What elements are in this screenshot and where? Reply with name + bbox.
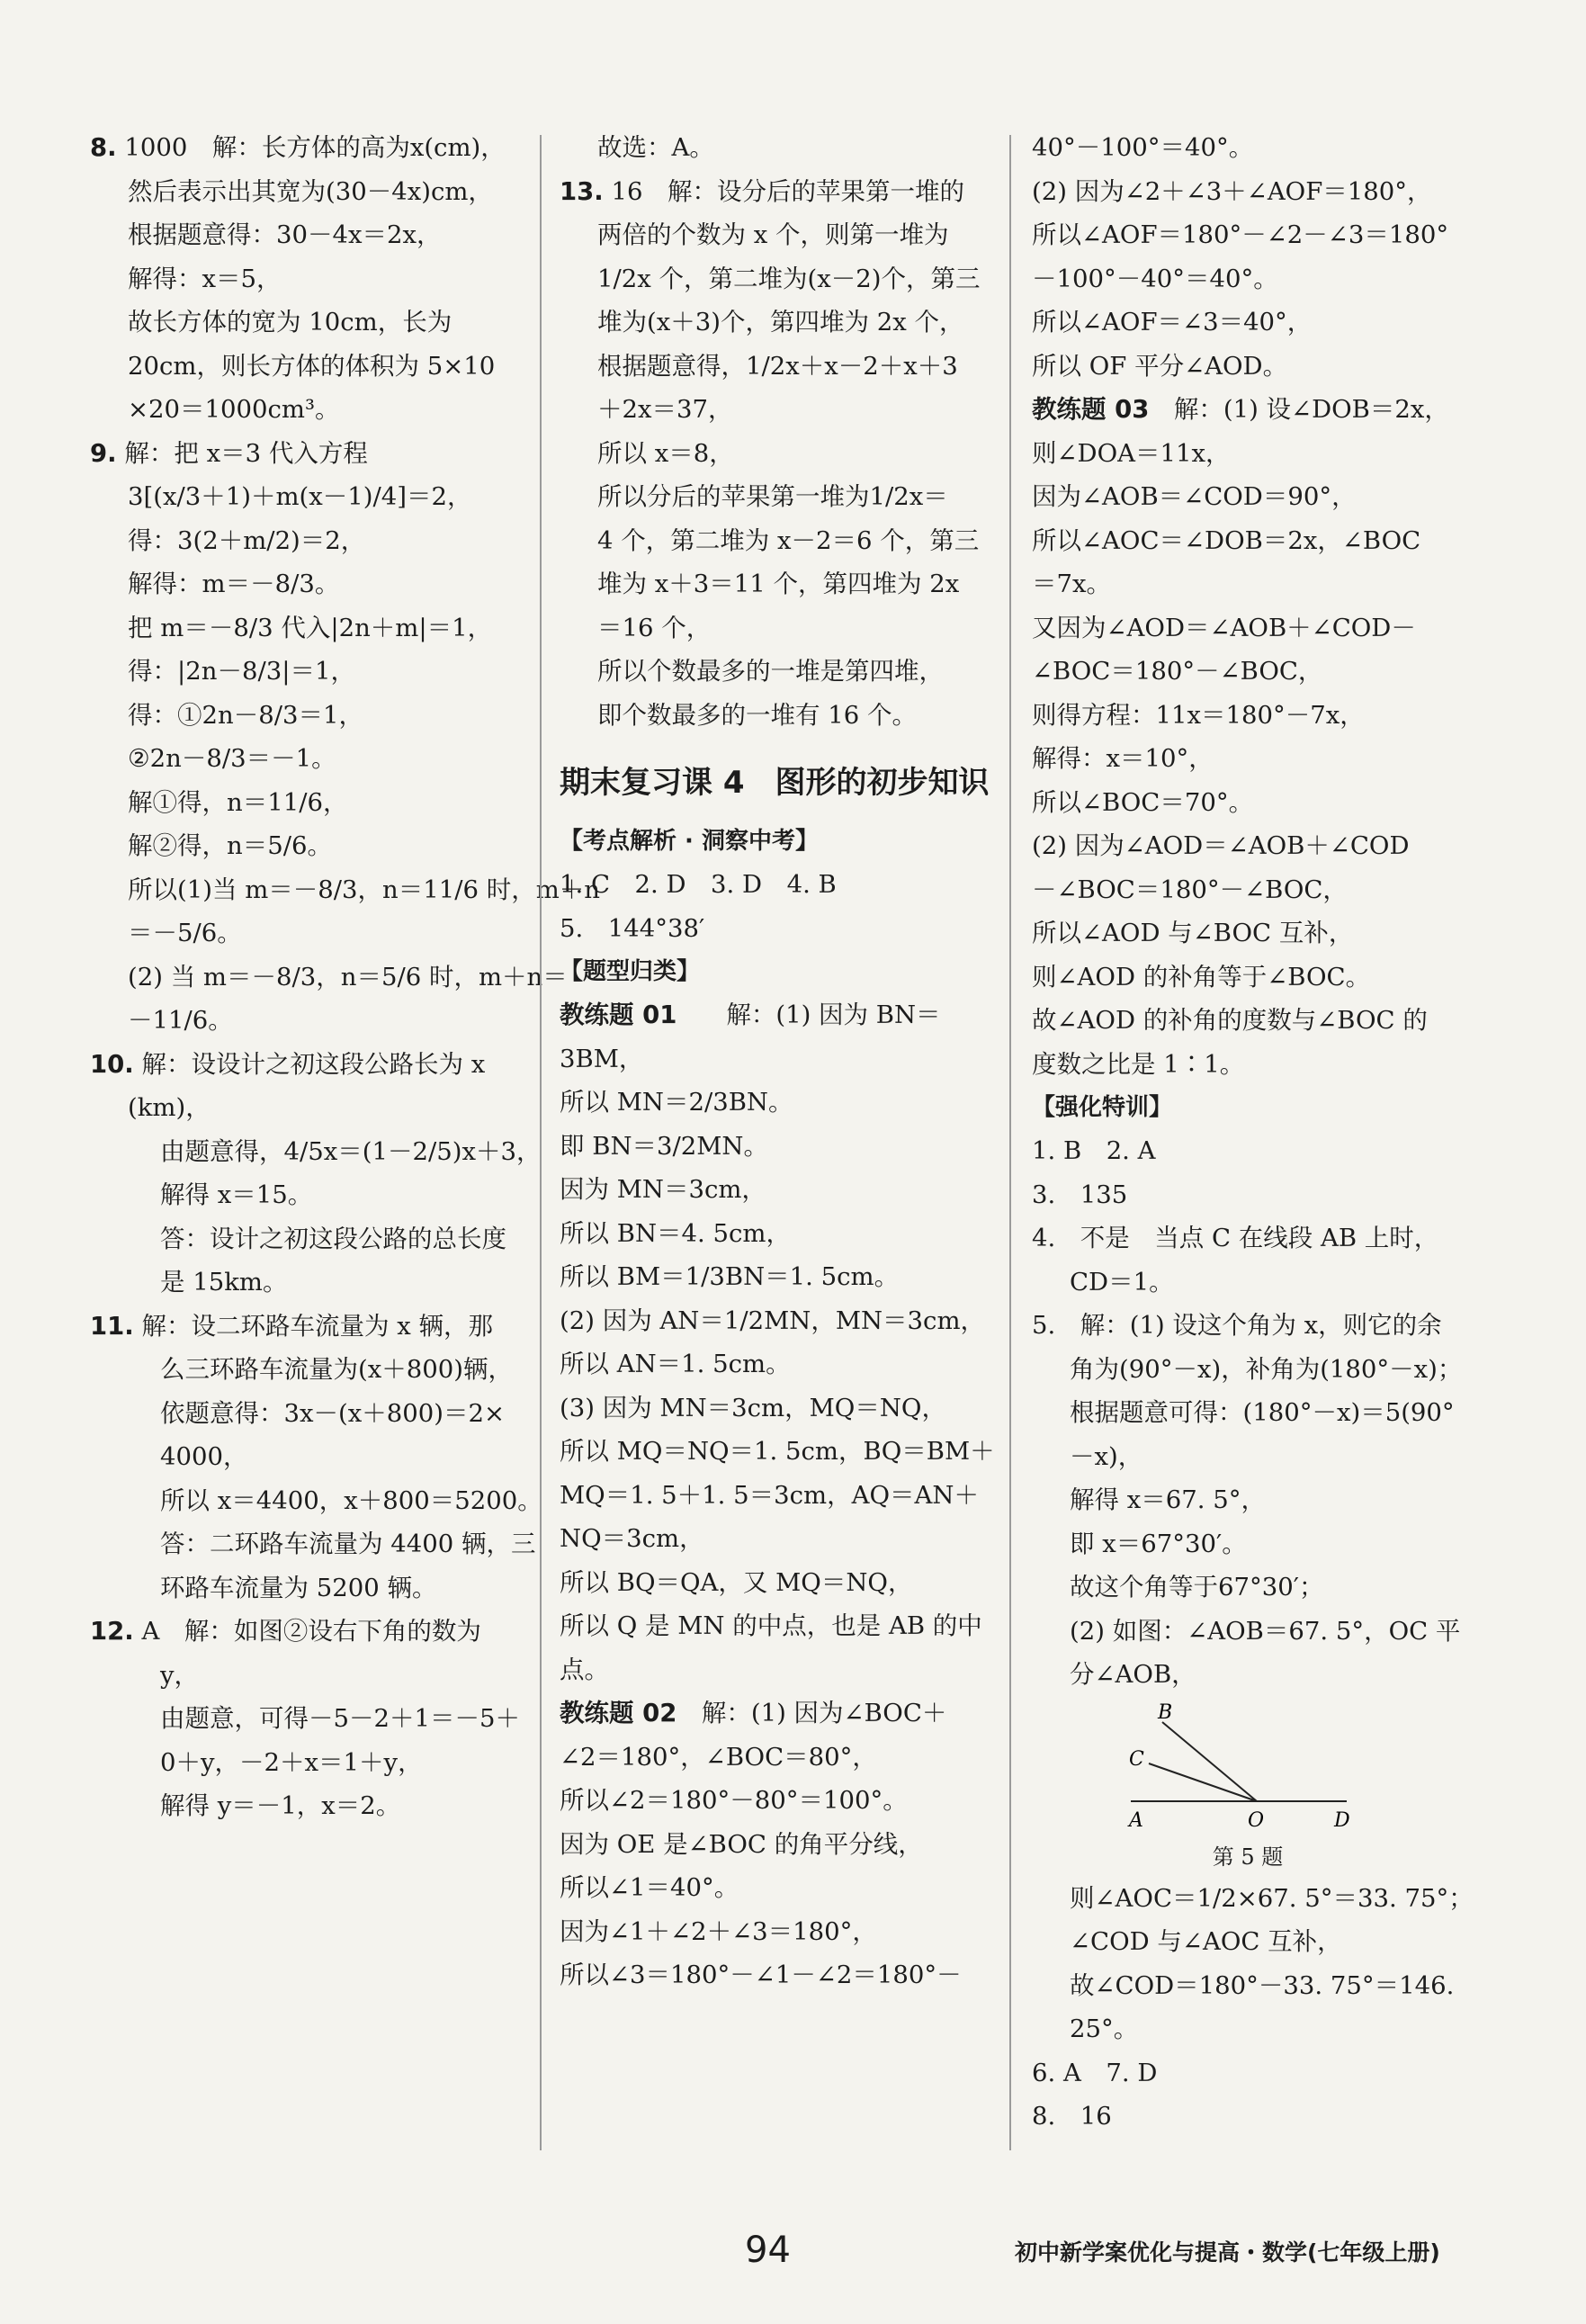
line-text: 5. 解：(1) 设这个角为 x，则它的余 (1032, 1311, 1442, 1340)
line-text: 即个数最多的一堆有 16 个。 (597, 700, 917, 730)
text-line (560, 257, 1000, 301)
line-text: 根据题意得，1/2x＋x－2＋x＋3 (597, 351, 958, 381)
text-line (560, 1517, 1000, 1561)
line-text: 所以 AN＝1. 5cm。 (560, 1350, 791, 1378)
line-text: 因为 OE 是∠BOC 的角平分线， (560, 1829, 923, 1859)
line-text: ∠BOC＝180°－∠BOC， (1032, 657, 1323, 686)
line-text: 所以∠AOF＝∠3＝40°， (1032, 308, 1313, 336)
line-text: ∠COD 与∠AOC 互补， (1070, 1927, 1342, 1956)
line-text: 故∠AOD 的补角的度数与∠BOC 的 (1032, 1006, 1428, 1035)
line-text: (km)， (128, 1093, 211, 1122)
line-text: 1/2x 个，第二堆为(x－2)个，第三 (597, 264, 981, 293)
line-text: 由题意，可得－5－2＋1＝－5＋ (160, 1704, 520, 1733)
text-line (560, 606, 1000, 651)
text-line (1032, 650, 1482, 694)
label-o: O (1248, 1808, 1265, 1832)
tag-tixing: 【题型归类】 (560, 958, 701, 985)
line-text: y， (160, 1660, 200, 1690)
text-line (1032, 345, 1482, 389)
line-text: 即 BN＝3/2MN。 (560, 1131, 768, 1161)
text-line (560, 1212, 1000, 1256)
text-line (90, 475, 513, 519)
line-text: ＋2x＝37， (597, 395, 733, 424)
text-line (90, 737, 513, 781)
text-line (560, 1125, 1000, 1169)
text-line (560, 1168, 1000, 1212)
text-line (1032, 1129, 1482, 1173)
text-line (1032, 1964, 1482, 2008)
text-line (560, 1779, 1000, 1823)
text-line (560, 650, 1000, 694)
problem-number: 9. (90, 438, 117, 468)
text-line (560, 1910, 1000, 1954)
text-line (560, 993, 1000, 1037)
line-text: 解得：x＝5， (128, 264, 282, 293)
line-text: 4 个，第二堆为 x－2＝6 个，第三 (597, 525, 980, 555)
ray-ob (1162, 1722, 1257, 1801)
text-line (1032, 388, 1482, 432)
line-text: (3) 因为 MN＝3cm，MQ＝NQ， (560, 1393, 946, 1422)
line-text: (2) 当 m＝－8/3，n＝5/6 时，m＋n＝ (128, 962, 568, 992)
column-divider-1 (540, 135, 542, 2150)
text-line (90, 388, 513, 432)
line-text: 解：设二环路车流量为 x 辆，那 (133, 1311, 493, 1341)
line-text: (2) 如图：∠AOB＝67. 5°，OC 平 (1070, 1616, 1461, 1646)
problem-number: 8. (90, 133, 117, 162)
line-text: ×20＝1000cm³。 (128, 395, 340, 424)
line-text: 根据题意得：30－4x＝2x， (128, 220, 442, 249)
line-text: 1. C 2. D 3. D 4. B (560, 870, 837, 899)
line-text: 解①得，n＝11/6， (128, 787, 348, 817)
line-text: 4000， (160, 1442, 248, 1471)
text-line (1032, 2095, 1482, 2139)
qianghua-answers (1032, 1129, 1482, 1697)
text-line (90, 1479, 542, 1523)
section-title: 期末复习课 4 图形的初步知识 (560, 765, 990, 801)
text-line (560, 1474, 1000, 1518)
line-text: 故这个角等于67°30′； (1070, 1573, 1324, 1602)
label-b: B (1158, 1701, 1173, 1724)
line-text: 分∠AOB， (1070, 1660, 1196, 1689)
label-a: A (1129, 1808, 1143, 1832)
text-line (560, 1255, 1000, 1299)
line-text: 把 m＝－8/3 代入|2n＋m|＝1， (128, 613, 493, 642)
line-text: 所以个数最多的一堆是第四堆， (597, 657, 944, 686)
text-line (90, 1261, 513, 1305)
line-text: 所以∠2＝180°－80°＝100°。 (560, 1786, 908, 1815)
text-line (1032, 257, 1482, 301)
text-line (90, 1392, 513, 1436)
column-right (1032, 126, 1482, 2139)
text-line (560, 1691, 1000, 1736)
line-text: 所以∠3＝180°－∠1－∠2＝180°－ (560, 1961, 962, 1989)
line-text: －∠BOC＝180°－∠BOC， (1032, 875, 1348, 904)
text-line (90, 257, 513, 301)
line-text: 3. 135 (1032, 1180, 1128, 1209)
text-line (1032, 1435, 1482, 1479)
line-text: －100°－40°＝40°。 (1032, 264, 1278, 293)
line-text: 解得 x＝15。 (160, 1180, 313, 1209)
line-text: 根据题意可得：(180°－x)＝5(90° (1070, 1398, 1455, 1427)
line-text: 解得 y＝－1，x＝2。 (160, 1791, 401, 1820)
text-line (90, 1043, 513, 1087)
text-line (560, 863, 1000, 907)
text-line (1032, 911, 1482, 956)
label-d: D (1334, 1808, 1350, 1832)
line-text: 0＋y，－2＋x＝1＋y， (160, 1747, 423, 1777)
text-line (90, 126, 513, 170)
line-text: 堆为 x＋3＝11 个，第四堆为 2x (597, 570, 960, 598)
text-line (1032, 781, 1482, 825)
line-text: 解得 x＝67. 5°， (1070, 1485, 1266, 1514)
line-text: 度数之比是 1∶1。 (1032, 1049, 1245, 1079)
line-text: 故∠COD＝180°－33. 75°＝146. (1070, 1970, 1455, 2000)
text-line (560, 1561, 1000, 1605)
line-text: 故选：A。 (597, 133, 714, 162)
text-line (560, 1386, 1000, 1431)
text-line (90, 1173, 513, 1217)
text-line (1032, 1610, 1482, 1654)
line-text: 所以 BQ＝QA，又 MQ＝NQ， (560, 1567, 913, 1597)
line-text: 所以 OF 平分∠AOD。 (1032, 351, 1288, 381)
text-line (1032, 868, 1482, 912)
text-line (560, 1081, 1000, 1125)
text-line (90, 1435, 513, 1479)
line-text: 得：3(2＋m/2)＝2， (128, 525, 366, 555)
line-text: ＝7x。 (1032, 570, 1112, 598)
text-line (90, 956, 568, 1000)
text-line (560, 1342, 1000, 1386)
line-text: 20cm，则长方体的体积为 5×10 (128, 351, 496, 381)
line-text: 所以∠AOF＝180°－∠2－∠3＝180° (1032, 220, 1449, 249)
text-line (90, 1086, 513, 1130)
line-text: 8. 16 (1032, 2102, 1112, 2131)
text-line (560, 1037, 1000, 1081)
text-line (1032, 694, 1482, 738)
text-line (1032, 956, 1482, 1000)
line-text: 因为 MN＝3cm， (560, 1175, 766, 1204)
label-c: C (1129, 1747, 1144, 1771)
line-text: 所以 x＝8， (597, 438, 734, 468)
text-line (560, 388, 1000, 432)
line-text: 3[(x/3＋1)＋m(x－1)/4]＝2， (128, 482, 472, 511)
text-line (1032, 475, 1482, 519)
text-line (560, 519, 1000, 563)
line-text: 所以∠AOD 与∠BOC 互补， (1032, 919, 1354, 947)
line-text: (2) 因为∠AOD＝∠AOB＋∠COD (1032, 831, 1410, 860)
text-line (1032, 1653, 1482, 1697)
text-line (560, 694, 1000, 738)
text-line (560, 213, 1000, 257)
line-text: CD＝1。 (1070, 1267, 1174, 1297)
line-text: 所以(1)当 m＝－8/3，n＝11/6 时，m＋n (128, 875, 601, 904)
line-text: 所以∠AOC＝∠DOB＝2x，∠BOC (1032, 525, 1421, 555)
line-text: 所以 BN＝4. 5cm， (560, 1218, 791, 1248)
line-text: 即 x＝67°30′。 (1070, 1529, 1247, 1558)
line-text: ＝－5/6。 (128, 919, 242, 947)
text-line (560, 1823, 1000, 1867)
exercise-label: 教练题 03 (1032, 395, 1150, 424)
line-text: 么三环路车流量为(x＋800)辆， (160, 1355, 513, 1384)
text-line (90, 1522, 536, 1566)
text-line (1032, 1920, 1482, 1964)
column-middle (560, 126, 1000, 1997)
line-text: 点。 (560, 1655, 609, 1684)
problem-number: 13. (560, 176, 604, 206)
column-divider-2 (1009, 135, 1011, 2150)
text-line (90, 432, 513, 476)
text-line (90, 1610, 513, 1654)
text-line (90, 301, 513, 345)
text-line (1032, 1043, 1482, 1087)
solutions-12-13 (560, 126, 1000, 737)
text-line (90, 1566, 513, 1611)
line-text: 解：设设计之初这段公路长为 x (133, 1049, 486, 1079)
text-line (90, 1654, 513, 1698)
figure-caption: 第 5 题 (1212, 1844, 1284, 1870)
text-line (1032, 126, 1482, 170)
text-line (1032, 519, 1482, 563)
text-line (90, 824, 513, 868)
line-text: 答：设计之初这段公路的总长度 (160, 1224, 506, 1253)
tag-kaodian: 【考点解析 · 洞察中考】 (560, 828, 819, 855)
line-text: 解②得，n＝5/6。 (128, 831, 332, 860)
line-text: 16 解：设分后的苹果第一堆的 (603, 176, 964, 206)
text-line (1032, 301, 1482, 345)
text-line (1032, 432, 1482, 476)
text-line (1032, 562, 1482, 606)
line-text: 则∠DOA＝11x， (1032, 438, 1231, 468)
line-text: 4. 不是 当点 C 在线段 AB 上时， (1032, 1224, 1439, 1252)
line-text: 依题意得：3x－(x＋800)＝2× (160, 1398, 505, 1428)
text-line (1032, 1478, 1482, 1522)
line-text: 环路车流量为 5200 辆。 (160, 1573, 437, 1602)
text-line (560, 907, 1000, 951)
text-line (1032, 1391, 1482, 1435)
line-text: 5. 144°38′ (560, 913, 705, 943)
line-text: 因为∠AOB＝∠COD＝90°， (1032, 482, 1357, 511)
line-text: 解得：x＝10°， (1032, 744, 1214, 773)
text-line (90, 1784, 513, 1828)
text-line (90, 213, 513, 257)
text-line (90, 606, 513, 651)
text-line (1032, 824, 1482, 868)
text-line (90, 1217, 513, 1261)
text-line (1032, 1216, 1482, 1261)
text-line (560, 1299, 1000, 1343)
text-line (560, 1953, 1000, 1997)
line-text: ∠2＝180°，∠BOC＝80°， (560, 1742, 877, 1772)
text-line (560, 1430, 1000, 1474)
line-text: 所以 x＝4400，x＋800＝5200。 (160, 1485, 542, 1515)
text-line (560, 301, 1000, 345)
text-line (1032, 1304, 1482, 1348)
problem-number: 12. (90, 1617, 134, 1646)
exercise-label: 教练题 01 (560, 1000, 677, 1029)
text-line (560, 475, 1000, 519)
text-line (90, 911, 513, 956)
line-text: 3BM， (560, 1044, 644, 1073)
line-text: 解：把 x＝3 代入方程 (116, 438, 368, 468)
text-line (1032, 1348, 1482, 1392)
line-text: 解：(1) 设∠DOB＝2x， (1149, 395, 1449, 424)
line-text: 故长方体的宽为 10cm，长为 (128, 308, 453, 336)
text-line (560, 1866, 1000, 1910)
text-line (90, 694, 513, 738)
line-text: 25°。 (1070, 2014, 1139, 2043)
line-text: 所以∠BOC＝70°。 (1032, 787, 1254, 817)
text-line (1032, 170, 1482, 214)
text-line (560, 1736, 1000, 1780)
line-text: (2) 因为 AN＝1/2MN，MN＝3cm， (560, 1306, 986, 1335)
line-text: 得：①2n－8/3＝1， (128, 700, 363, 730)
angle-diagram (1113, 1702, 1383, 1837)
text-line (90, 868, 601, 912)
text-line (90, 650, 513, 694)
text-line (90, 781, 513, 825)
ray-oc (1149, 1763, 1257, 1801)
text-line (560, 432, 1000, 476)
line-text: 所以 MQ＝NQ＝1. 5cm，BQ＝BM＋ (560, 1437, 995, 1466)
line-text: 答：二环路车流量为 4400 辆，三 (160, 1530, 536, 1558)
page-number: 94 (745, 2230, 791, 2271)
text-line (560, 126, 1000, 170)
kaodian-answers (560, 863, 1000, 950)
line-text: 堆为(x＋3)个，第四堆为 2x 个， (597, 308, 964, 336)
line-text: 由题意得，4/5x＝(1－2/5)x＋3， (160, 1136, 542, 1166)
line-text: ②2n－8/3＝－1。 (128, 744, 336, 773)
problem-number: 10. (90, 1049, 134, 1079)
text-line (90, 999, 513, 1043)
line-text: 得：|2n－8/3|＝1， (128, 657, 355, 686)
line-text: 所以 BM＝1/3BN＝1. 5cm。 (560, 1262, 900, 1291)
text-line (90, 1305, 513, 1349)
line-text: 因为∠1＋∠2＋∠3＝180°， (560, 1916, 877, 1946)
text-line (1032, 1877, 1482, 1921)
text-line (560, 170, 1000, 214)
text-line (90, 170, 513, 214)
text-line (90, 519, 513, 563)
text-line (90, 1130, 542, 1174)
line-text: NQ＝3cm， (560, 1524, 704, 1553)
line-text: －x)， (1070, 1441, 1143, 1471)
line-text: 解：(1) 因为∠BOC＋ (677, 1699, 947, 1727)
text-line (560, 562, 1000, 606)
line-text: 所以 MN＝2/3BN。 (560, 1088, 793, 1117)
line-text: 所以 Q 是 MN 的中点，也是 AB 的中 (560, 1611, 982, 1640)
footer-title: 初中新学案优化与提高・数学(七年级上册) (1015, 2239, 1440, 2266)
text-line (1032, 606, 1482, 651)
line-text: 解得：m＝－8/3。 (128, 570, 340, 598)
text-line (90, 1741, 513, 1785)
line-text: 解：(1) 因为 BN＝ (677, 1000, 941, 1029)
line-text: 然后表示出其宽为(30－4x)cm， (128, 176, 493, 206)
line-text: (2) 因为∠2＋∠3＋∠AOF＝180°， (1032, 176, 1432, 206)
angle-figure (1113, 1702, 1383, 1837)
line-text: 1000 解：长方体的高为x(cm)， (116, 133, 506, 162)
line-text: 则∠AOC＝1/2×67. 5°＝33. 75°； (1070, 1883, 1474, 1913)
text-line (90, 1697, 520, 1741)
line-text: 6. A 7. D (1032, 2058, 1158, 2087)
line-text: 所以分后的苹果第一堆为1/2x＝ (597, 482, 948, 511)
line-text: MQ＝1. 5＋1. 5＝3cm，AQ＝AN＋ (560, 1480, 979, 1510)
line-text: 则∠AOD 的补角等于∠BOC。 (1032, 962, 1371, 992)
line-text: －11/6。 (128, 1006, 233, 1035)
tag-qianghua: 【强化特训】 (1032, 1094, 1173, 1121)
text-line (560, 1648, 1000, 1692)
line-text: 又因为∠AOD＝∠AOB＋∠COD－ (1032, 613, 1416, 642)
text-line (560, 1604, 1000, 1648)
line-text: 角为(90°－x)，补角为(180°－x)； (1070, 1354, 1463, 1384)
text-line (1032, 2007, 1482, 2051)
text-line (1032, 2051, 1482, 2095)
line-text: 40°－100°＝40°。 (1032, 133, 1254, 162)
line-text: 所以∠1＝40°。 (560, 1873, 739, 1902)
problem-number: 11. (90, 1311, 134, 1341)
text-line (560, 345, 1000, 389)
line-text: 两倍的个数为 x 个，则第一堆为 (597, 220, 949, 249)
text-line (1032, 1566, 1482, 1610)
exercise-01-02 (560, 993, 1000, 1997)
text-line (1032, 1261, 1482, 1305)
text-line (90, 1348, 513, 1392)
text-line (90, 562, 513, 606)
text-line (90, 345, 513, 389)
line-text: 则得方程：11x＝180°－7x， (1032, 700, 1365, 730)
line-text: 是 15km。 (160, 1268, 288, 1297)
exercise-label: 教练题 02 (560, 1699, 677, 1727)
exercise-02-03 (1032, 126, 1482, 1086)
text-line (1032, 1173, 1482, 1217)
text-line (1032, 1522, 1482, 1566)
line-text: A 解：如图②设右下角的数为 (133, 1617, 481, 1646)
text-line (1032, 213, 1482, 257)
text-line (1032, 737, 1482, 781)
solutions-5-8 (1032, 1877, 1482, 2139)
text-line (1032, 999, 1482, 1043)
line-text: ＝16 个， (597, 613, 712, 642)
line-text: 1. B 2. A (1032, 1136, 1156, 1165)
